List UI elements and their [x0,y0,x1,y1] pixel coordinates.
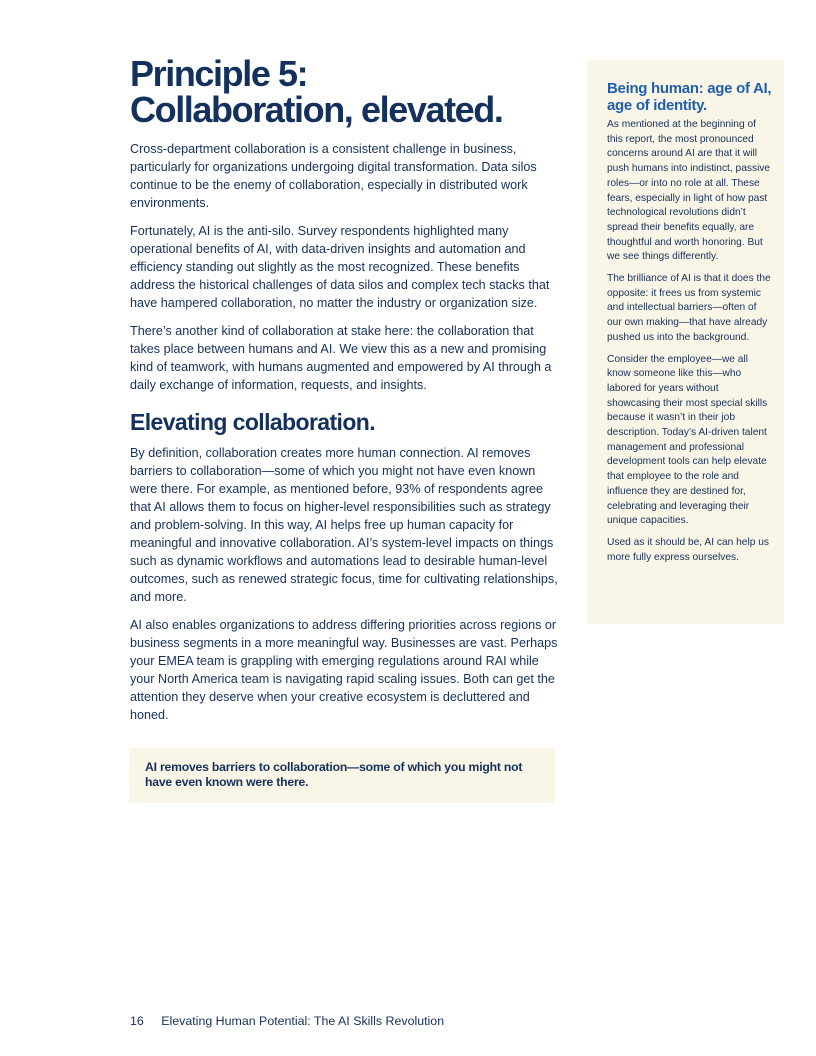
main-column [130,53,558,724]
sidebar-paragraph-1: As mentioned at the beginning of this report, the most pronounced concerns around AI are that it will push humans into indistinct, passive roles—or into no role at all. These fears, especially in light of how past technological revolutions didn’t spread their benefits equally, are thoughtful and worth honoring. But we see things differently. [607,119,771,263]
anti-silo-paragraph: Fortunately, AI is the anti-silo. Survey respondents highlighted many operational benefits of AI, with data-driven insights and automation and efficiency standing out slightly as the most recognized. These benefits address the historical challenges of data silos and complex tech stacks that have hampered collaboration, no matter the industry or organization size. [130,224,550,310]
page-footer [130,1013,444,1029]
page-title [130,53,558,130]
section-heading: Elevating collaboration. [130,409,376,435]
page-title-line-1: Principle 5: [130,53,308,94]
priorities-paragraph: AI also enables organizations to address differing priorities across regions or business segments in a more meaningful way. Businesses are vast. Perhaps your EMEA team is grappling with emerging regulations around RAI while your North America team is navigating rapid scaling issues. Both can get the attention they deserve when your creative ecosystem is decluttered and honed. [130,618,558,722]
document-title: Elevating Human Potential: The AI Skills Revolution [161,1014,445,1028]
human-ai-collaboration-paragraph: There’s another kind of collaboration at stake here: the collaboration that takes place between humans and AI. We view this as a new and promising kind of teamwork, with humans augmented and empowered by AI through a daily exchange of information, requests, and insights. [130,324,552,392]
intro-paragraph: Cross-department collaboration is a consistent challenge in business, particularly for organizations undergoing digital transformation. Data silos continue to be the enemy of collaboration, especially in distributed work environments. [130,142,537,210]
sidebar-title: Being human: age of AI, age of identity. [607,80,772,114]
page-number: 16 [130,1014,144,1028]
pull-quote-callout [129,748,555,803]
sidebar-paragraph-3: Consider the employee—we all know someone like this—who labored for years without showcasing their most special skills because it wasn’t in their job description. Today’s AI-driven talent management and professional development tools can help elevate that employee to the role and influence they are destined for, celebrating and leveraging their unique capacities. [607,353,768,527]
pull-quote-text: AI removes barriers to collaboration—some of which you might not have even known were there. [145,760,523,789]
definition-paragraph: By definition, collaboration creates more human connection. AI removes barriers to collaboration—some of which you might not have even known were there. For example, as mentioned before, 93% of respondents agree that AI allows them to focus on higher-level responsibilities such as strategy and problem-solving. In this way, AI helps free up human capacity for meaningful and innovative collaboration. AI’s system-level impacts on things such as dynamic workflows and automations lead to desirable human-level outcomes, such as renewed strategic focus, time for cultivating relationships, and more. [130,446,558,604]
sidebar-panel [587,60,784,624]
sidebar-paragraph-4: Used as it should be, AI can help us more fully express ourselves. [607,536,769,563]
sidebar-paragraph-2: The brilliance of AI is that it does the opposite: it frees us from systemic and intellectual barriers—often of our own making—that have already pushed us into the background. [607,273,771,343]
page-title-line-2: Collaboration, elevated. [130,89,503,130]
